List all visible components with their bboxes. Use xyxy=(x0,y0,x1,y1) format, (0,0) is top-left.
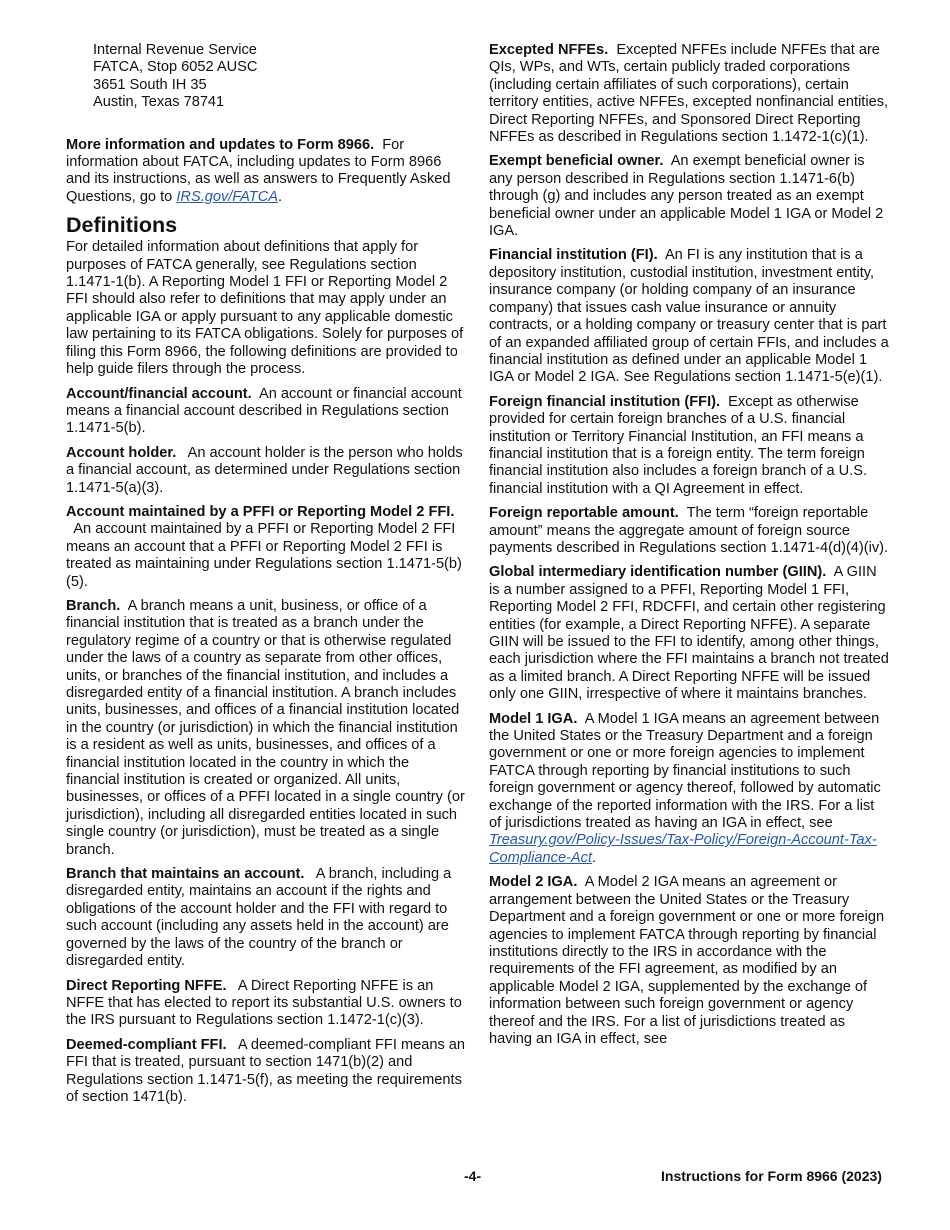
treasury-fatca-link[interactable]: Treasury.gov/Policy-Issues/Tax-Policy/Foreign-Account-Tax-Compliance-Act xyxy=(489,832,877,866)
definitions-intro: For detailed information about definitions that apply for purposes of FATCA generally, see Regulations section 1.1471-1(b). A Reporting Model 1 FFI or Reporting Model 2 FFI should also refer to definitions that may apply under an applicable IGA or apply pursuant to any applicable domestic law pertaining to its FATCA obligations. Solely for purposes of filing this Form 8966, the following definitions are provided to help guide filers through the process. xyxy=(66,239,464,378)
address-line: Austin, Texas 78741 xyxy=(93,94,225,111)
definition-text: A Model 2 IGA means an agreement or arrangement between the United States or the Treasury Department and a foreign government or one or more foreign agencies to implement FATCA through reporting by financial institutions directly to the IRS in accordance with the requirements of the FFI agreement, as modified by an applicable Model 2 IGA, supplemented by the exchange of information between such foreign government or agency thereof and the IRS. For a list of jurisdictions treated as having an IGA in effect, see xyxy=(489,874,885,1047)
definition-text: A GIIN is a number assigned to a PFFI, Reporting Model 1 FFI, Reporting Model 2 FFI, RDCFFI, and certain other registering entities (for example, a Direct Reporting NFFE). A separate GIIN will be issued to the FFI to identify, among other things, each jurisdiction where the FFI maintains a branch not treated as a limited branch. A Direct Reporting NFFE will be issued only one GIIN, irrespective of where it maintains branches. xyxy=(489,564,889,703)
definition-text: A Model 1 IGA means an agreement between the United States or the Treasury Department and a foreign government or one or more foreign agencies to implement FATCA through reporting by financial institutions to such foreign government or agency thereof, followed by automatic exchange of the reported information with the IRS. For a list of jurisdictions treated as having an IGA in effect, see xyxy=(489,710,881,832)
definition-financial-institution xyxy=(489,247,889,386)
address-line: FATCA, Stop 6052 AUSC xyxy=(93,59,258,76)
definition-term: Deemed-compliant FFI. xyxy=(66,1036,227,1053)
definition-text: An account holder is the person who holds a financial account, as determined under Regulations section 1.1471-5(a)(3). xyxy=(66,444,463,496)
definition-term: Account maintained by a PFFI or Reporting Model 2 FFI. xyxy=(66,503,455,520)
definition-exempt-beneficial-owner xyxy=(489,153,889,240)
definition-foreign-reportable-amount xyxy=(489,505,889,557)
definition-text: A deemed-compliant FFI means an FFI that is treated, pursuant to section 1471(b)(2) and Regulations section 1.1471-5(f), as meeting the requirements of section 1471(b). xyxy=(66,1036,466,1105)
definition-text: An account or financial account means a financial account described in Regulations section 1.1471-5(b). xyxy=(66,385,462,437)
definition-text: An account maintained by a PFFI or Reporting Model 2 FFI means an account that a PFFI or Reporting Model 2 FFI is treated as maintaining under Regulations section 1.1471-5(b)(5). xyxy=(66,521,462,590)
mailing-address xyxy=(66,42,466,112)
definition-account-maintained xyxy=(66,504,466,591)
definition-term: More information and updates to Form 8966. xyxy=(66,136,375,153)
section-heading-definitions: Definitions xyxy=(66,213,178,238)
page-number: -4- xyxy=(464,1168,482,1184)
definition-direct-reporting-nffe xyxy=(66,978,466,1030)
definition-foreign-financial-institution xyxy=(489,394,889,498)
definition-term: Global intermediary identification number (GIIN). xyxy=(489,564,827,581)
definition-term: Foreign financial institution (FFI). xyxy=(489,393,721,410)
definition-term: Branch. xyxy=(66,597,121,614)
definition-text: A branch, including a disregarded entity, maintains an account if the rights and obligations of the account holder and the FFI with regard to such account (including any assets held in the account) are governed by the laws of the country of the branch or disregarded entity. xyxy=(66,866,452,970)
definition-term: Account/financial account. xyxy=(66,385,252,402)
definition-model-2-iga xyxy=(489,874,889,1048)
footer-document-title: Instructions for Form 8966 (2023) xyxy=(661,1168,882,1184)
definition-account-financial-account xyxy=(66,386,466,438)
definition-text: A branch means a unit, business, or office of a financial institution that is treated as a branch under the regulatory regime of a country or that is otherwise regulated under the laws of a country as separate from other offices, units, or branches of the financial institution, and includes a disregarded entity of a financial institution. A branch includes units, businesses, and offices of a financial institution located in the country (or jurisdiction) in which the financial institution is a resident as well as units, businesses, and offices of a financial institution located in the country in which the financial institution is created or organized. All units, businesses, or offices of a PFFI located in a single country (or jurisdiction), including all disregarded entities located in such single country (or jurisdiction), must be treated as a single branch. xyxy=(66,597,465,858)
definition-giin xyxy=(489,564,889,703)
definition-text: An exempt beneficial owner is any person described in Regulations section 1.1471-6(b) through (g) and includes any person treated as an exempt beneficial owner under an applicable Model 1 IGA or Model 2 IGA. xyxy=(489,153,884,240)
definition-excepted-nffes xyxy=(489,42,889,146)
definition-term: Direct Reporting NFFE. xyxy=(66,977,227,994)
definition-account-holder xyxy=(66,445,466,497)
left-column xyxy=(66,42,466,1113)
definition-term: Branch that maintains an account. xyxy=(66,866,305,883)
definition-text: A Direct Reporting NFFE is an NFFE that has elected to report its substantial U.S. owners to the IRS pursuant to Regulations section 1.1472-1(c)(3). xyxy=(66,977,462,1029)
definition-model-1-iga: Model 1 IGA. A Model 1 IGA means an agreement between the United States or the Treasury Department and a foreign government or one or more foreign agencies to implement FATCA through reporting by financial institutions to such foreign government or agency thereof, followed by automatic exchange of the reported information with the IRS. For a list of jurisdictions treated as having an IGA in effect, see Treasury.gov/Policy-Issues/Tax-Policy/Foreign-Account-Tax-Compliance-Act. xyxy=(489,710,881,866)
definition-text: For information about FATCA, including updates to Form 8966 and its instructions, as well as answers to Frequently Asked Questions, go to xyxy=(66,136,451,205)
definition-term: Foreign reportable amount. xyxy=(489,505,679,522)
definition-branch xyxy=(66,598,466,859)
definition-branch-maintains-account xyxy=(66,866,466,970)
definition-term: Model 2 IGA. xyxy=(489,874,578,891)
definition-deemed-compliant-ffi xyxy=(66,1037,466,1107)
definition-term: Model 1 IGA. xyxy=(489,710,578,727)
more-info-paragraph: More information and updates to Form 8966. For information about FATCA, including updates to Form 8966 and its instructions, as well as answers to Frequently Asked Questions, go to IRS.gov/FATCA. xyxy=(66,136,451,205)
irs-fatca-link[interactable]: IRS.gov/FATCA xyxy=(176,188,278,205)
definition-text: An FI is any institution that is a depository institution, custodial institution, investment entity, insurance company (or holding company of an insurance company) that issues cash value insurance or annuity contracts, or a holding company or treasury center that is part of an expanded affiliated group of certain FFIs, and includes a financial institution as defined under an applicable Model 1 IGA or Model 2 IGA. See Regulations section 1.1471-5(e)(1). xyxy=(489,247,889,386)
right-column xyxy=(489,42,889,1055)
address-line: 3651 South IH 35 xyxy=(93,76,207,93)
definition-text: Except as otherwise provided for certain foreign branches of a U.S. financial institution or Territory Financial Institution, an FFI means a financial institution that is a foreign entity. The term foreign financial institution also includes a foreign branch of a U.S. financial institution with a QI Agreement in effect. xyxy=(489,393,868,497)
definition-term: Account holder. xyxy=(66,444,177,461)
definition-term: Exempt beneficial owner. xyxy=(489,153,664,170)
definition-text: The term “foreign reportable amount” means the aggregate amount of foreign source payments described in Regulations section 1.1471-4(d)(4)(iv). xyxy=(489,505,889,556)
definition-text: Excepted NFFEs include NFFEs that are QIs, WPs, and WTs, certain publicly traded corporations (including certain affiliates of such corporations), certain territory entities, active NFFEs, excepted nonfinancial entities, Direct Reporting NFFEs, and Sponsored Direct Reporting NFFEs as described in Regulations section 1.1472-1(c)(1). xyxy=(489,42,889,146)
address-line: Internal Revenue Service xyxy=(93,42,257,58)
definition-term: Excepted NFFEs. xyxy=(489,42,609,58)
definition-term: Financial institution (FI). xyxy=(489,247,658,264)
